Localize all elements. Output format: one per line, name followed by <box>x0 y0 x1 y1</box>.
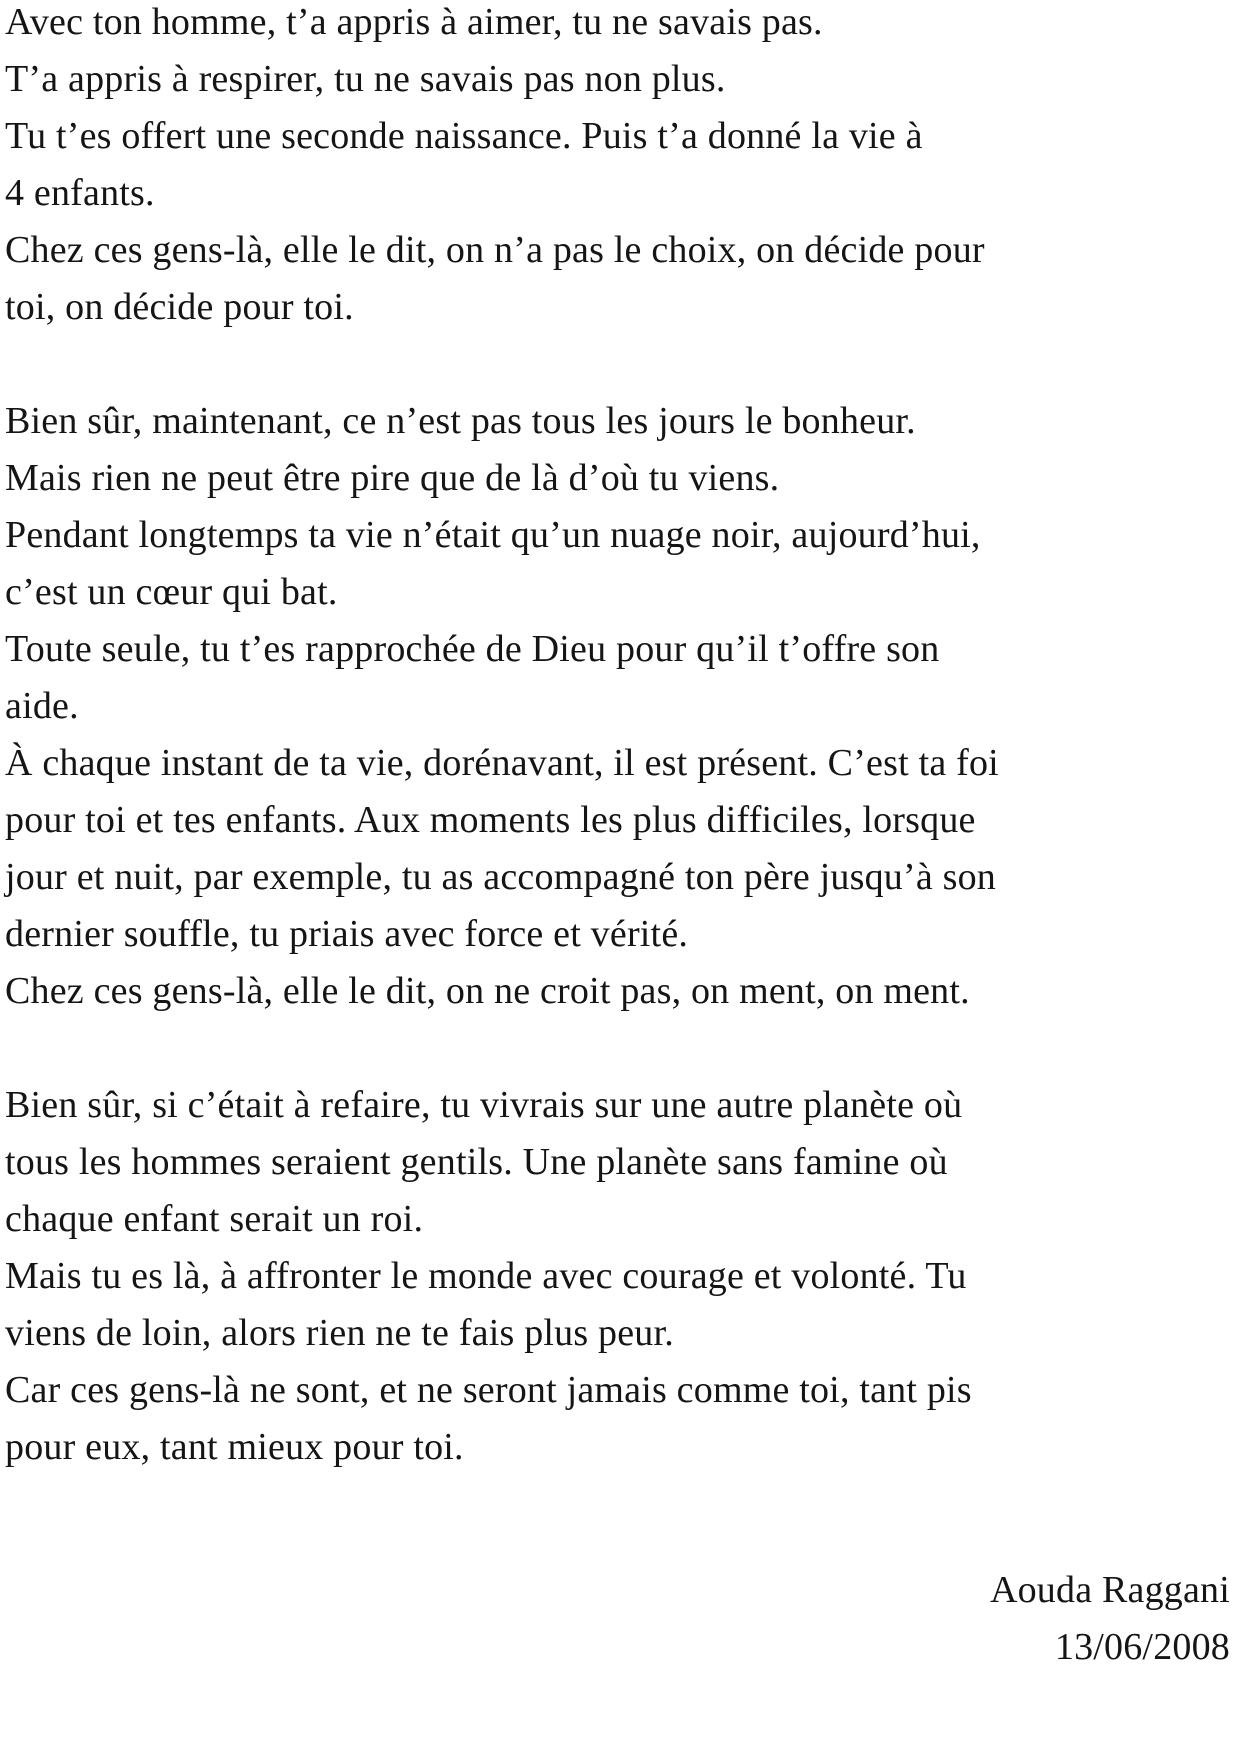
text-line: Mais rien ne peut être pire que de là d’où tu viens. <box>5 457 780 499</box>
text-line: Pendant longtemps ta vie n’était qu’un nuage noir, aujourd’hui, <box>5 514 981 556</box>
text-line: Chez ces gens-là, elle le dit, on ne croit pas, on ment, on ment. <box>5 970 970 1012</box>
blank-line <box>5 336 1230 393</box>
blank-line <box>5 1020 1230 1077</box>
text-line: c’est un cœur qui bat. <box>5 571 338 613</box>
text-line: jour et nuit, par exemple, tu as accompagné ton père jusqu’à son <box>5 856 996 898</box>
text-line: Chez ces gens-là, elle le dit, on n’a pas le choix, on décide pour <box>5 229 985 271</box>
text-line: Bien sûr, si c’était à refaire, tu vivrais sur une autre planète où <box>5 1084 963 1126</box>
text-line: dernier souffle, tu priais avec force et vérité. <box>5 913 689 955</box>
text-line: Toute seule, tu t’es rapprochée de Dieu pour qu’il t’offre son <box>5 628 940 670</box>
signature-block <box>5 1562 1230 1676</box>
text-line: aide. <box>5 685 79 727</box>
text-line: Mais tu es là, à affronter le monde avec courage et volonté. Tu <box>5 1255 967 1297</box>
text-line: chaque enfant serait un roi. <box>5 1198 424 1240</box>
text-line: tous les hommes seraient gentils. Une planète sans famine où <box>5 1141 948 1183</box>
text-line: Tu t’es offert une seconde naissance. Puis t’a donné la vie à <box>5 115 923 157</box>
text-line: viens de loin, alors rien ne te fais plus peur. <box>5 1312 674 1354</box>
text-line: 4 enfants. <box>5 172 155 214</box>
text-line: Car ces gens-là ne sont, et ne seront jamais comme toi, tant pis <box>5 1369 972 1411</box>
text-line: pour toi et tes enfants. Aux moments les plus difficiles, lorsque <box>5 799 976 841</box>
text-line: pour eux, tant mieux pour toi. <box>5 1426 464 1468</box>
signature-name: Aouda Raggani <box>989 1569 1230 1611</box>
text-line: Bien sûr, maintenant, ce n’est pas tous les jours le bonheur. <box>5 400 916 442</box>
signature-date: 13/06/2008 <box>1054 1626 1230 1668</box>
text-line: Avec ton homme, t’a appris à aimer, tu ne savais pas. <box>5 1 823 43</box>
text-line: À chaque instant de ta vie, dorénavant, il est présent. C’est ta foi <box>5 742 999 784</box>
text-line: T’a appris à respirer, tu ne savais pas non plus. <box>5 58 726 100</box>
text-line: toi, on décide pour toi. <box>5 286 354 328</box>
body-text <box>5 0 1230 1476</box>
